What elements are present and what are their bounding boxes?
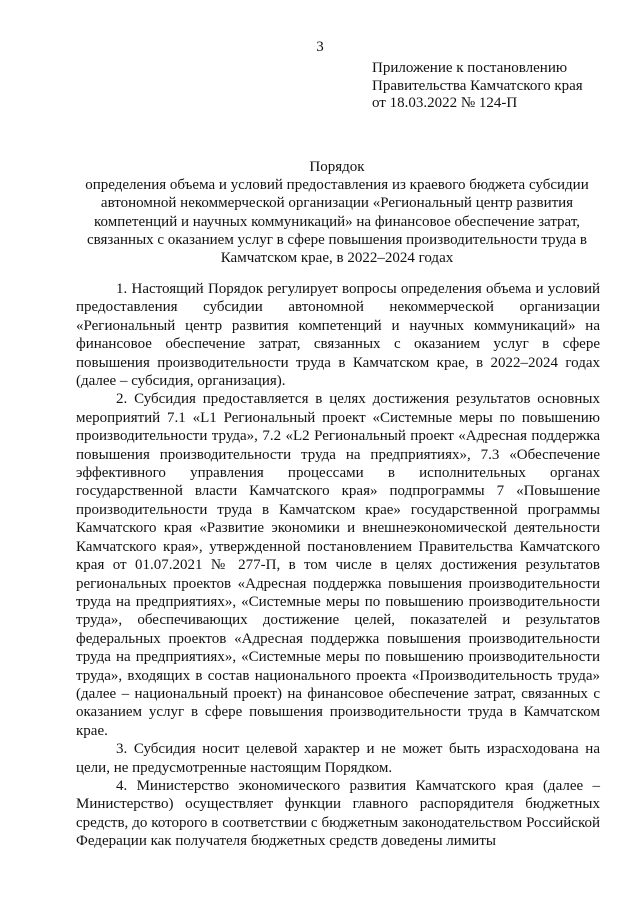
title-line: определения объема и условий предоставления из краевого бюджета субсидии xyxy=(85,177,589,194)
title-line: компетенций и научных коммуникаций» на финансовое обеспечение затрат, xyxy=(93,213,581,230)
title-line: автономной некоммерческой организации «Региональный центр развития xyxy=(100,195,574,212)
paragraph-2: 2. Субсидия предоставляется в целях достижения результатов основных мероприятий 7.1 «L1 Региональный проект «Системные меры по повышению производительности труда», 7.2 «L2 Региональный проект «Адресная поддержка повышения производительности труда на предприятиях», 7.3 «Обеспечение эффективного управления процессами в исполнительных органах государственной власти Камчатского края» подпрограммы 7 «Повышение производительности труда в Камчатском крае» государственной программы Камчатского края «Развитие экономики и внешнеэкономической деятельности Камчатского края», утвержденной постановлением Правительства Камчатского края от 01.07.2021 № 277-П, в том числе в целях достижения результатов региональных проектов «Адресная поддержка повышения производительности труда на предприятиях», «Системные меры по повышению производительности труда», обеспечивающих достижение целей, показателей и результатов федеральных проектов «Адресная поддержка повышения производительности труда на предприятиях», «Системные меры по повышению производительности труда», входящих в состав национального проекта «Производительность труда» (далее – национальный проект) на финансовое обеспечение затрат, связанных с оказанием услуг в сфере повышения производительности труда в Камчатском крае. xyxy=(76,391,600,739)
appendix-line: Приложение к постановлению xyxy=(372,60,568,76)
title-line: Камчатском крае, в 2022–2024 годах xyxy=(220,250,454,267)
document-body xyxy=(76,280,600,851)
title-line: связанных с оказанием услуг в сфере повышения производительности труда в xyxy=(86,231,587,248)
document-title xyxy=(72,158,602,267)
paragraph-1: 1. Настоящий Порядок регулирует вопросы определения объема и условий предоставления субсидии автономной некоммерческой организации «Региональный центр развития компетенций и научных коммуникаций» на финансовое обеспечение затрат, связанных с оказанием услуг в сфере повышения производительности труда в Камчатском крае, в 2022–2024 годах (далее – субсидия, организация). xyxy=(76,281,600,390)
appendix-line: от 18.03.2022 № 124-П xyxy=(372,95,518,111)
page-number: 3 xyxy=(316,39,324,55)
appendix-block xyxy=(372,60,622,113)
appendix-line: Правительства Камчатского края xyxy=(372,77,583,94)
paragraph-4: 4. Министерство экономического развития Камчатского края (далее – Министерство) осуществляет функции главного распорядителя бюджетных средств, до которого в соответствии с бюджетным законодательством Российской Федерации как получателя бюджетных средств доведены лимиты xyxy=(76,777,600,850)
paragraph-3: 3. Субсидия носит целевой характер и не может быть израсходована на цели, не предусмотренные настоящим Порядком. xyxy=(76,741,600,776)
title-heading: Порядок xyxy=(309,159,365,175)
